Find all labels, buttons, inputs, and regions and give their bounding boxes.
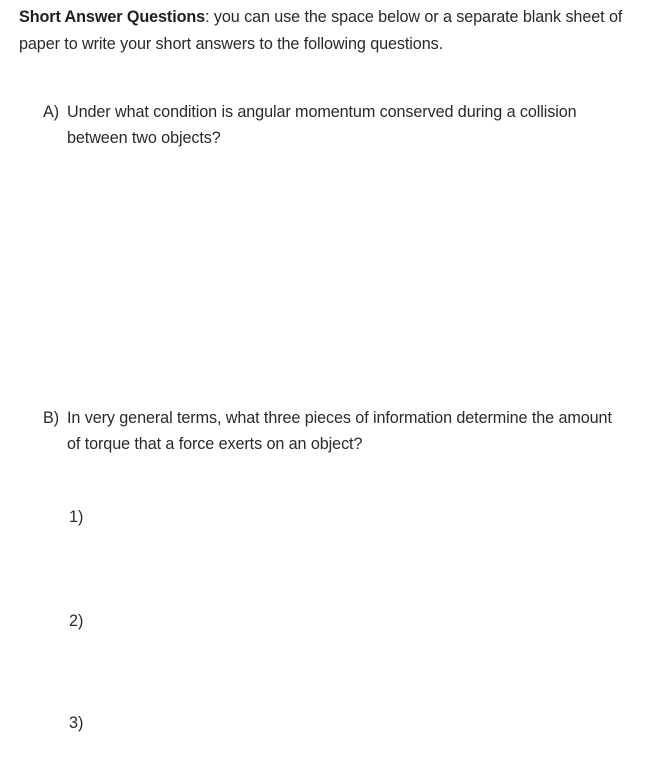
instructions-text: : you can use the space below or a separate blank sheet of paper to write your short answers to the following questions. xyxy=(19,8,623,53)
question-a xyxy=(43,99,623,151)
question-a-text: Under what condition is angular momentum conserved during a collision between two objects? xyxy=(67,103,577,147)
instructions xyxy=(19,4,649,58)
question-b-text: In very general terms, what three pieces of information determine the amount of torque that a force exerts on an object? xyxy=(67,409,612,453)
question-b-marker: B) xyxy=(43,409,59,427)
answer-item-3: 3) xyxy=(69,714,84,732)
instructions-heading: Short Answer Questions xyxy=(19,8,206,26)
question-a-marker: A) xyxy=(43,103,59,121)
answer-item-2: 2) xyxy=(69,612,84,630)
answer-item-1: 1) xyxy=(69,508,84,526)
question-b xyxy=(43,405,623,457)
